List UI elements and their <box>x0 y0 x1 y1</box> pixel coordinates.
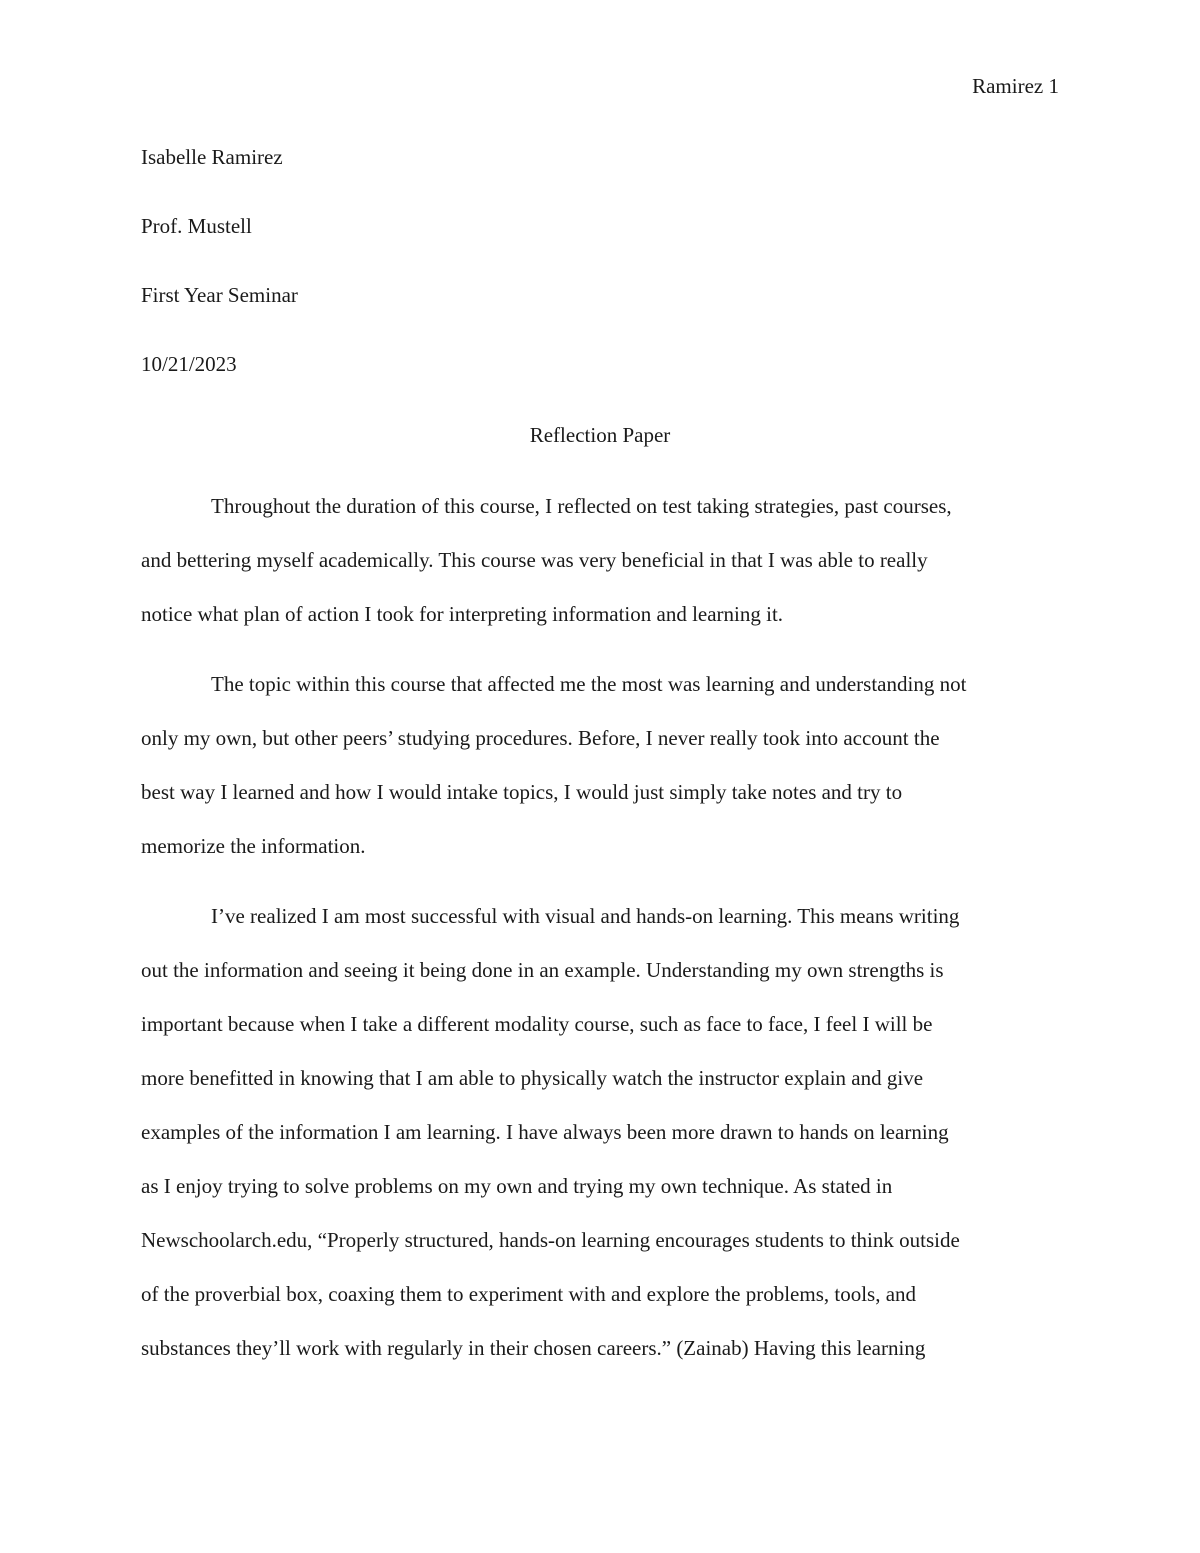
body-line: substances they’ll work with regularly in their chosen careers.” (Zainab) Having this learning <box>141 1336 926 1360</box>
body-line: and bettering myself academically. This course was very beneficial in that I was able to really <box>141 548 928 572</box>
student-name: Isabelle Ramirez <box>141 145 283 169</box>
paper-date: 10/21/2023 <box>141 352 237 376</box>
body-line: Throughout the duration of this course, I reflected on test taking strategies, past courses, <box>211 494 952 518</box>
body-line: The topic within this course that affected me the most was learning and understanding not <box>211 672 967 696</box>
body-line: memorize the information. <box>141 834 366 858</box>
body-line: Newschoolarch.edu, “Properly structured, hands-on learning encourages students to think outside <box>141 1228 960 1252</box>
body-line: notice what plan of action I took for interpreting information and learning it. <box>141 602 784 626</box>
paper-title: Reflection Paper <box>529 423 671 447</box>
body-line: of the proverbial box, coaxing them to experiment with and explore the problems, tools, and <box>141 1282 917 1306</box>
body-line: important because when I take a different modality course, such as face to face, I feel I will be <box>141 1012 933 1036</box>
paragraph-gap <box>141 655 1059 671</box>
page-header-label: Ramirez 1 <box>972 74 1059 98</box>
mla-heading <box>141 144 1061 420</box>
paragraph-gap <box>141 887 1059 903</box>
body-line: only my own, but other peers’ studying procedures. Before, I never really took into account the <box>141 726 940 750</box>
body-line: out the information and seeing it being done in an example. Understanding my own strengths is <box>141 958 944 982</box>
body-line: as I enjoy trying to solve problems on my own and trying my own technique. As stated in <box>141 1174 893 1198</box>
professor-name: Prof. Mustell <box>141 214 252 238</box>
course-name: First Year Seminar <box>141 283 298 307</box>
paper-body <box>141 493 1059 1389</box>
body-line: I’ve realized I am most successful with visual and hands-on learning. This means writing <box>211 904 960 928</box>
body-line: best way I learned and how I would intake topics, I would just simply take notes and try to <box>141 780 903 804</box>
body-line: more benefitted in knowing that I am able to physically watch the instructor explain and give <box>141 1066 924 1090</box>
body-line: examples of the information I am learning. I have always been more drawn to hands on learning <box>141 1120 949 1144</box>
